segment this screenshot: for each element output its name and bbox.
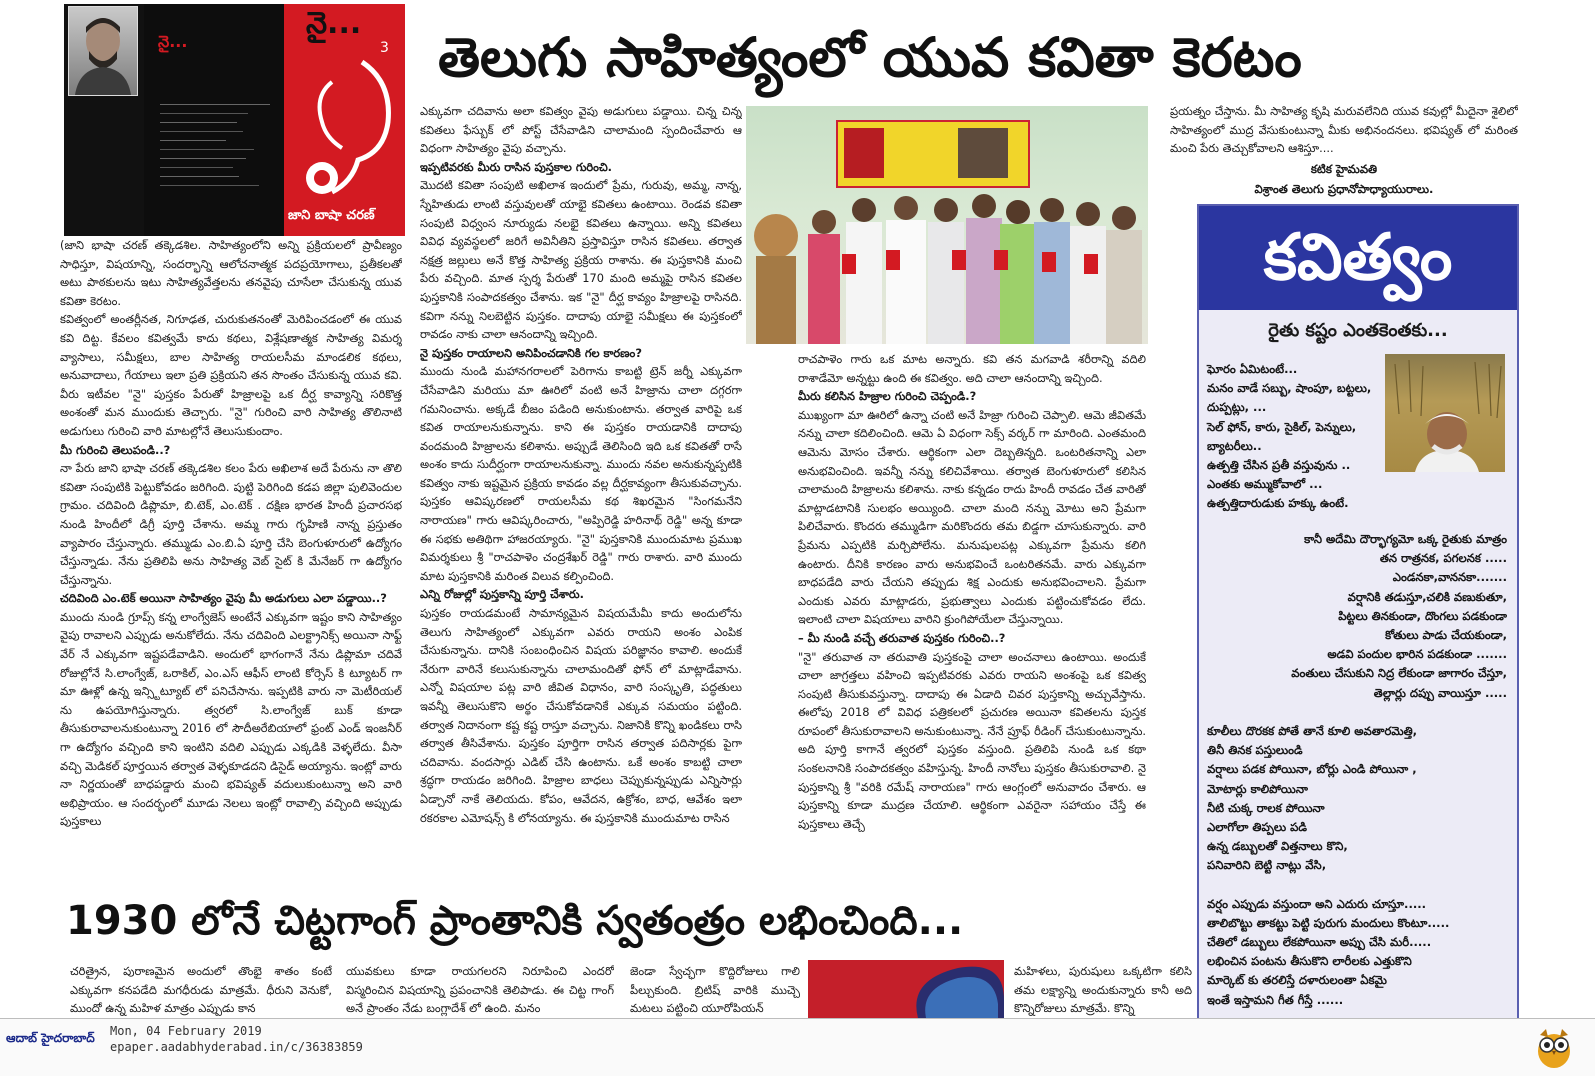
- poem-title: రైతు కష్టం ఎంతకెంతకు...: [1268, 320, 1448, 341]
- book-cover-number: 3: [380, 40, 389, 56]
- book-launch-photo: [746, 106, 1148, 344]
- poem-line: మోటార్లు కాలిపోయినా: [1207, 781, 1308, 796]
- poem-line: [1207, 876, 1507, 895]
- col2-para-3: ముందు నుండి మహానగరాలలో పెరిగాను కాబట్టి ట్రెన్ జర్నీ ఎక్కువగా చేసేవాడిని మరియు మా ఊరిలో వంటి అనే హిజ్రాను చాలా దగ్గరగా గమనించాను. అక్కడే బీజం పడింది అనుకుంటాను. తర్వాత వారిపై ఒక కవిత రాయాలనుకున్నాను. కాని ఈ పుస్తకం రాయడానికి దాదాపు వందమంది హిజ్రాలను కలిశాను. అప్పుడే తెలిసింది ఇది ఒక కవితతో రాసే అంశం కాదు సుదీర్ఘంగా రాయాలనుకున్నా. ముందు నవల అనుకున్నప్పటికి కవిత్వం నాకు ఇష్టమైన ప్రక్రియ కావడం వల్ల దీర్ఘకావ్యంగా తీసుకువచ్చాను. పుస్తకం ఆవిష్కరణలో రాయలసీమ కథ శిఖరమైన "సింగమనేని నారాయణ" గారు ఆవిష్కరించారు, "అప్పిరెడ్డి హరినాథ్ రెడ్డి" అన్న కూడా ఈ సభకు అతిథిగా హాజరయ్యారు. "నై" పుస్తకానికి ముందుమాట ప్రముఖ విమర్శకులు శ్రీ "రాచపాళెం చంద్రశేఖర్ రెడ్డి" గారు రాశారు. వారి ముందు మాట పుస్తకానికి మరింత విలువ కల్పించింది.: [420, 364, 742, 583]
- book-cover-face-icon: [292, 52, 400, 202]
- poem-line: అడవి పందుల భారిన పడకుండా .......: [1327, 647, 1507, 662]
- article-column-2: [420, 102, 742, 886]
- book-cover-image: [64, 4, 405, 236]
- main-headline: తెలుగు సాహిత్యంలో యువ కవితా కెరటం: [438, 26, 1302, 89]
- col3-question-1: మీరు కలిసిన హిజ్రాల గురించి చెప్పండి.?: [798, 389, 977, 404]
- poem-line: తినీ తినక పస్తులుండి: [1207, 743, 1303, 758]
- poem-line: తన రాత్రనక, పగలనక .....: [1379, 551, 1507, 566]
- col3-question-2: – మీ నుండి వచ్చే తరువాత పుస్తకం గురించి..?: [798, 630, 1006, 645]
- poem-line: ఉన్న డబ్బులతో విత్తనాలు కొని,: [1207, 839, 1348, 854]
- poem-line: తెల్లార్లు దప్పు వాయిస్తూ .....: [1373, 685, 1507, 700]
- col1-para-2: కవిత్వంలో అంతర్లీనత, నిగూఢత, చురుకుతనంతో మెరిపించడంలో ఈ యువ కవి దిట్ట. కేవలం కవిత్వమే కాదు కథలు, విశ్లేషణాత్మక సాహిత్య విమర్శ వ్యాసాలు, సమీక్షలు, బాల సాహిత్య రాయలసీమ మాండలిక కథలు, అనువాదాలు, గేయాలు ఇలా ప్రతి ప్రక్రియని తన సొంతం చేసుకున్న యువ కవి. వీరు ఇటీవల "నై" పుస్తకం పేరుతో హిజ్రాలపై ఒక దీర్ఘ కావ్యాన్ని సరికొత్త అంశంతో మన ముందుకు తెచ్చారు. "నై" గురించి వారి సాహిత్య తొలినాటి అడుగులు గురించి వారి మాటల్లోనే తెలుసుకుందాం.: [60, 312, 402, 438]
- col1-para-4: ముందు నుండి గ్రూప్స్ కన్న లాంగ్వేజెస్ అంటేనే ఎక్కువగా ఇష్టం కాని సాహిత్యం వైపు రావాలని ఎప్పుడు అనుకోలేదు. నేను చదివింది ఎలక్ట్రానిక్స్ అయినా సాఫ్ట్ వేర్ నే ఎక్కువగా ఇష్టపడేవాడిని. అందులో భాగంగానే నేను డిప్లొమా చదివే రోజుల్లోనే సి.లాంగ్వేజ్, ఒరాకిల్, ఎం.ఎస్ ఆఫీస్ లాంటి కోర్సెస్ కి ట్యూటర్ గా మా ఊళ్లో ఉన్న ఇన్స్టిట్యూట్ లో పనిచేసాను. ఇప్పటికి వారు నా మెటీరియల్ ను ఉపయోగిస్తున్నారు. త్వరలో సి.లాంగ్వేజ్ బుక్ కూడా తీసుకురావాలనుకుంటున్నా 2016 లో సౌదీఅరేబియాలో ఫ్రంట్ ఎండ్ ఇంజనీర్ గా ఉద్యోగం వచ్చింది కాని ఇంటిని వదిలి ఎప్పుడు ఎక్కడికి వెళ్ళలేదు. వీసా వచ్చి మెడికల్ పూర్తయిన తర్వాత వెళ్ళకూడదని డిసైడ్ అయ్యాను. ఇంట్లో వారు నా నిర్ణయంతో బాధపడ్డారు మంచి భవిష్యత్ వదులుకుంటున్నా అని వారి అభిప్రాయం. ఆ సందర్భంలో మూడు నెలలు ఇంట్లో రావాల్సి వచ్చింది అప్పుడు పుస్తకాలు: [60, 609, 402, 829]
- bottom-column-4: మహిళలు, పురుషులు ఒక్కటిగా కలిసి తమ లక్ష్యాన్ని అందుకున్నారు కానీ అది కొన్నిరోజులు మాత్రమే. కొన్ని: [1014, 964, 1192, 1016]
- col2-para-1: ఎక్కువగా చదివాను అలా కవిత్వం వైపు అడుగులు పడ్డాయి. చిన్న చిన్న కవితలు ఫేస్బుక్ లో పోస్ట్ చేసేవాడిని చాలామంది స్పందించేవారు ఆ విధంగా సాహిత్యం వైపు వచ్చాను.: [420, 104, 742, 156]
- col2-para-4: పుస్తకం రాయడమంటే సామాన్యమైన విషయమేమీ కాదు అందులోను తెలుగు సాహిత్యంలో ఎక్కువగా ఎవరు రాయని అంశం ఎంపిక చేసుకున్నాను. దానికి సంబంధించిన విషయ పరిజ్ఞానం కావాలి. అందుకే నేరుగా వారినే కలుసుకున్నాను చాలామందితో ఫోన్ లో మాట్లాడేవాను. ఎన్నో విషయాల పట్ల వారి జీవిత విధానం, వారి సంస్కృతి, పద్ధతులు ఇవన్నీ తెలుసుకొని అర్థం చేసుకోవడానికే ఎక్కువ సమయం పట్టింది. తర్వాత నిదానంగా కష్ట కష్ట రాస్తూ వచ్చాను. నిజానికి కొన్ని ఖండికలు రాసి తర్వాత తీసివేశాను. పుస్తకం పూర్తిగా రాసిన తర్వాత పదిసార్లకు పైగా చదివాను. వందసార్లు ఎడిట్ చేసి ఉంటాను. ఒకే అంశం కాబట్టి చాలా శ్రద్ధగా రాయడం జరిగింది. హిజ్రాల బాధలు చెప్పుకున్నప్పుడు ఎన్నిసార్లు ఏడ్చానో నాకే తెలియదు. కోపం, ఆవేదన, ఉక్రోశం, బాధ, ఆవేశం ఇలా రకరకాల ఎమోషన్స్ కి లోనయ్యాను. ఈ పుస్తకానికి ముందుమాట రాసిన: [420, 606, 742, 825]
- book-cover-list: [160, 96, 270, 194]
- book-cover-author: జాని బాషా చరణ్: [288, 208, 375, 223]
- poem-line: ఉత్పత్తిదారుడుకు హక్కు ఉంటే.: [1207, 496, 1349, 511]
- col3-para-1: రాచపాళెం గారు ఒక మాట అన్నారు. కవి తన మగవాడి శరీరాన్ని వదిలి రాశాడేమో అన్నట్టు ఉంది ఈ కవిత్వం. అది చాలా ఆనందాన్ని ఇచ్చింది.: [798, 352, 1146, 385]
- poem-line: లభించిన పంటను తీసుకొని లారీలకు ఎత్తుకొని: [1207, 954, 1412, 969]
- article-column-4: [1170, 102, 1518, 160]
- footer-url[interactable]: epaper.aadabhyderabad.in/c/36383859: [110, 1040, 363, 1054]
- book-cover-dark-left: [144, 4, 284, 236]
- poem-line: నీటి చుక్క రాలక పోయినా: [1207, 800, 1325, 815]
- byline-name: కటిక హైమవతి: [1310, 162, 1378, 176]
- poem-line: బ్యాటరీలు..: [1207, 438, 1262, 453]
- poem-line: వంతులు చేసుకుని నిద్ర లేకుండా జాగారం చేస్తూ,: [1291, 666, 1507, 681]
- poem-line: ఎలాగోలా తిప్పలు పడి: [1207, 820, 1307, 835]
- poem-line: ఎండనకా,వాననకా.......: [1392, 570, 1507, 585]
- poem-line: దుప్పట్లు, ...: [1207, 400, 1267, 415]
- poem-line: సెల్ ఫోన్, కారు, సైకిల్, పెన్నులు,: [1207, 419, 1357, 434]
- bottom-column-3: జెండా స్వేచ్ఛగా కొద్దిరోజులు గాలి పీల్చుకుంది. బ్రిటిష్ వారికి ముచ్చె మటలు పట్టించి యూరోపియన్: [630, 964, 800, 1016]
- col2-question-1: ఇప్పటివరకు మీరు రాసిన పుస్తకాల గురించి.: [420, 159, 613, 174]
- poem-line: వర్షానికి తడుస్తూ,చలికి వణుకుతూ,: [1347, 589, 1507, 604]
- article-column-3: [798, 350, 1146, 886]
- bottom-column-2: యువకులు కూడా రాయగలరని నిరూపించి ఎందరో విస్మరించిన విషయాన్ని ప్రపంచానికి తెలిపాడు. ఈ చిట్ట గాంగ్ అనే ప్రాంతం నేడు బంగ్లాదేశ్ లో ఉంది. మనం: [346, 964, 614, 1016]
- poem-line: తాలిబొట్టు తాకట్టు పెట్టి పురుగు మందులు కొంటూ.....: [1207, 915, 1450, 930]
- col1-question-2: చదివింది ఎం.టెక్ అయినా సాహిత్యం వైపు మీ అడుగులు ఎలా పడ్డాయి..?: [60, 591, 387, 606]
- article-column-1: [60, 236, 402, 886]
- people-group-icon: [746, 146, 1148, 344]
- col3-para-2: ముఖ్యంగా మా ఊరిలో ఉన్నా చంటి అనే హిజ్రా గురించి చెప్పాలి. ఆమె జీవితమే నన్ను చాలా కదిలించింది. ఆమె ఏ విధంగా సెక్స్ వర్కర్ గా మారింది. ఎంతమంది ఆమెను మోసం చేశారు. ఆర్థికంగా ఎలా దెబ్బతిన్నది. ఒంటరితనాన్ని ఎలా అనుభవించింది. ఇవన్నీ నన్ను కలిచివేశాయి. తర్వాత బెంగుళూరులో కలిసిన చాలామంది హిజ్రాలను కలిశాను. నాకు కన్నడం రాదు హిందీ రావడం చేత వారితో మాట్లాడటానికి సులభం అయ్యింది. చాలా మంది నన్ను మోటు అని ప్రేమగా పిలిచేవారు. కొందరు తమ్ముడిగా మరికొందరు తమ బిడ్డగా చూసుకున్నారు. వారి ప్రేమను ఎప్పటికి మర్చిపోలేను. మనుషులపట్ల ఎక్కువగా ప్రేమను కలిగి ఉంటారు. దీనికి కారణం వారు అనుభవించే ఒంటరితనమే. వారు ఎక్కువగా బాధపడేది వారు చేయని తప్పుడు శిక్ష ఎందుకు అనుభవించాలని. ప్రేమగా ఎందుకు ఎవరు మాట్లాడరు, ప్రభుత్వాలు ఎందుకు పట్టించుకోవడం లేదు. ఇలాంటి చాలా విషయాలు వారిని క్రుంగిపోయేలా చేస్తున్నాయి.: [798, 407, 1146, 627]
- col1-question-1: మీ గురించి తెలుపండి..?: [60, 442, 171, 457]
- poem-line: పనివారిని బెట్టి నాట్లు వేసి,: [1207, 858, 1327, 873]
- poem-line: కానీ అదేమి దౌర్భాగ్యమో ఒక్క రైతుకు మాత్రం: [1304, 532, 1507, 546]
- col4-para-1: ప్రయత్నం చేస్తాను. మీ సాహిత్య కృషి మరువలేనిది యువ కవుల్లో మీదైనా శైలిలో సాహిత్యంలో ముద్ర వేసుకుంటున్నా మీకు అభినందనలు. భవిష్యత్ లో మరింత మంచి పేరు తెచ్చుకోవాలని ఆశిస్తూ....: [1170, 104, 1518, 156]
- col1-para-3: నా పేరు జాని భాషా చరణ్ తక్కెడశిల కలం పేరు అఖిలాశ అదే పేరును నా తొలి కవితా సంపుటికి పెట్టుకోవడం జరిగింది. పుట్టి పెరిగింది కడప జిల్లా పులివెందుల గ్రామం. చదివింది డిప్లొమా, బి.టెక్, ఎం.టెక్ . దక్షిణ భారత హిందీ ప్రచారసభ నుండి హిందీలో డిగ్రీ పూర్తి చేశాను. అమ్మ గారు గృహిణి నాన్న ప్రస్తుతం వ్యాపారం చేస్తున్నారు. తమ్ముడు ఎం.బి.ఏ పూర్తి చేసి బెంగుళూరులో ఉద్యోగం చేస్తున్నాడు. నేను ప్రతిలిపి అను సాహిత్య వెబ్ సైట్ కి మేనేజర్ గా ఉద్యోగం చేస్తున్నాను.: [60, 461, 402, 587]
- poem-stanza-3: [1207, 722, 1507, 1010]
- col2-question-2: నై పుస్తకం రాయాలని అనిపించడానికి గల కారణం?: [420, 345, 642, 360]
- poem-line: కూలీలు దొరకక పోతే తానే కూలి అవతారమెత్తి,: [1207, 724, 1418, 738]
- poem-line: కోతులు పాడు చేయకుండా,: [1385, 628, 1507, 643]
- book-cover-red-front: [284, 4, 405, 236]
- poem-line: ఘోరం ఏమిటంటే...: [1207, 362, 1298, 376]
- poem-stanza-2: [1207, 530, 1507, 703]
- col2-question-3: ఎన్ని రోజుల్లో పుస్తకాన్ని పూర్తి చేశారు.: [420, 587, 584, 602]
- footer-date: Mon, 04 February 2019: [110, 1024, 262, 1038]
- poem-line: ఎంతకు అమ్ముకోవాలో ...: [1207, 477, 1323, 492]
- poem-line: పిట్టలు తినకుండా, దొంగలు పడకుండా: [1338, 608, 1507, 623]
- footer-brand-text: ఆదాబ్ హైదరాబాద్: [6, 1031, 95, 1045]
- poem-line: వర్షాలు పడక పోయినా, బోర్లు ఎండి పోయినా ,: [1207, 762, 1417, 777]
- col2-para-2: మొదటి కవితా సంపుటి అఖిలాశ ఇందులో ప్రేమ, గురువు, అమ్మ, నాన్న, స్నేహితుడు లాంటి వస్తువులతో యాభై కవితలు ఉంటాయి. రెండవ కవితా సంపుటి విధ్వంస నూర్యుడు నలభై కవితలు ఉన్నాయి. అన్ని కవితలు వివిధ వ్యవస్థలలో జరిగే అవినీతిని ప్రస్తావిస్తూ రాసిన కవితలు. తర్వాత నక్షత్ర జల్లులు అనే కొత్త సాహిత్య ప్రక్రియ రాశాను. ఈ పుస్తకానికి మంచి పేరు వచ్చింది. మాత స్పర్శ పేరుతో 170 మంది అమ్మపై రాసిన కవితల పుస్తకానికి సంపాదకత్వం చేశాను. ఇక "నై" దీర్ఘ కావ్యం హిజ్రాలపై రాసినది. కవిగా నన్ను నిలబెట్టిన పుస్తకం. దాదాపు యాభై సమీక్షలు ఈ పుస్తకంలో రావడం నాకు చాలా ఆనందాన్ని ఇచ్చింది.: [420, 178, 742, 342]
- poem-line: ఇంతే ఇస్తామని గీత గీస్తే ......: [1207, 992, 1344, 1007]
- book-cover-small-title: నై...: [158, 32, 188, 51]
- poem-stanza-1: [1207, 360, 1385, 514]
- page-footer: [0, 1018, 1595, 1076]
- author-photo: [68, 6, 138, 96]
- poem-line: మార్కెట్ కు తరలిస్తే దళారులంతా ఏకమై: [1207, 973, 1387, 988]
- poem-line: వర్షం ఎప్పుడు వస్తుందా అని ఎదురు చూస్తూ.....: [1207, 896, 1427, 911]
- col3-para-3: "నై" తరువాత నా తరువాతి పుస్తకంపై చాలా అంచనాలు ఉంటాయి. అందుకే చాలా జాగ్రత్తలు వహించి ఇప్పటివరకు ఎవరు రాయని అంశంపై ఒక కవిత్వ సంపుటి తీసుకువస్తున్నా. దాదాపు ఈ ఏడాది చివర పుస్తకాన్ని అచ్చువేస్తాను. ఈలోపు 2018 లో వివిధ పత్రికలలో ప్రచురణ అయినా కవితలను పుస్తక రూపంలో తీసుకురావాలని అనుకుంటున్నా. నేనే ప్రూఫ్ రీడింగ్ చేసుకుంటున్నాను. అది పూర్తి కాగానే త్వరలో పుస్తకం వస్తుంది. ప్రతిలిపి నుండి ఒక కథా సంకలనానికి సంపాదకత్వం వహిస్తున్న. హిందీ నానోలు పుస్తకం తీసుకురావాలి. నై పుస్తకాన్ని శ్రీ "వరికి రమేష్ నారాయణ" గారు ఆంగ్లంలో అనువాదం చేశారు. ఆ పుస్తకాన్ని కూడా ముద్రణ చేయాలి. ఆర్థికంగా ఎవరైనా సహాయం చేస్తే ఈ పుస్తకాలు తెచ్చే: [798, 649, 1146, 831]
- bottom-book-cover: [808, 960, 1004, 1018]
- footer-brand-logo: [6, 1027, 102, 1051]
- poem-line: చేతిలో డబ్బులు లేకపోయినా అప్పు చేసి మరీ.....: [1207, 935, 1432, 950]
- poem-box-header: కవిత్వం: [1199, 206, 1517, 310]
- col1-para-1: (జాని భాషా చరణ్ తక్కెడశిల. సాహిత్యంలోని అన్ని ప్రక్రియలలో ప్రావీణ్యం సాధిస్తూ, విషయాన్ని, సందర్భాన్ని ఆలోచనాత్మక పదప్రయోగాలు, ప్రతీకలతో అటు పాఠకులను ఇటు సాహిత్యవేత్తలను తనవైపు చూసేలా చేసుకున్న యువ కవితా కెరటం.: [60, 238, 402, 308]
- book-cover-title: నై...: [306, 6, 362, 41]
- poem-line: మనం వాడే సబ్బు, షాంపూ, బట్టలు,: [1207, 381, 1372, 396]
- poem-box: [1197, 204, 1519, 1020]
- byline-role: విశ్రాంత తెలుగు ప్రధానోపాధ్యాయురాలు.: [1254, 182, 1434, 196]
- farmer-photo: [1385, 354, 1505, 472]
- owl-icon: [1534, 1025, 1574, 1069]
- bottom-column-1: చరిత్రైన, పురాణమైన అందులో తొంభై శాతం కంటే ఎక్కువగా కనపడేది మగధీరుడు మాత్రమే. ధీరుని వెనుకో, ముందో ఉన్న మహిళ మాత్రం ఎప్పుడు కాన: [70, 964, 332, 1016]
- poem-line: ఉత్పత్తి చేసిన ప్రతీ వస్తువును ..: [1207, 458, 1351, 473]
- second-headline: 1930 లోనే చిట్టగాంగ్ ప్రాంతానికి స్వతంత్రం లభించింది...: [66, 898, 964, 944]
